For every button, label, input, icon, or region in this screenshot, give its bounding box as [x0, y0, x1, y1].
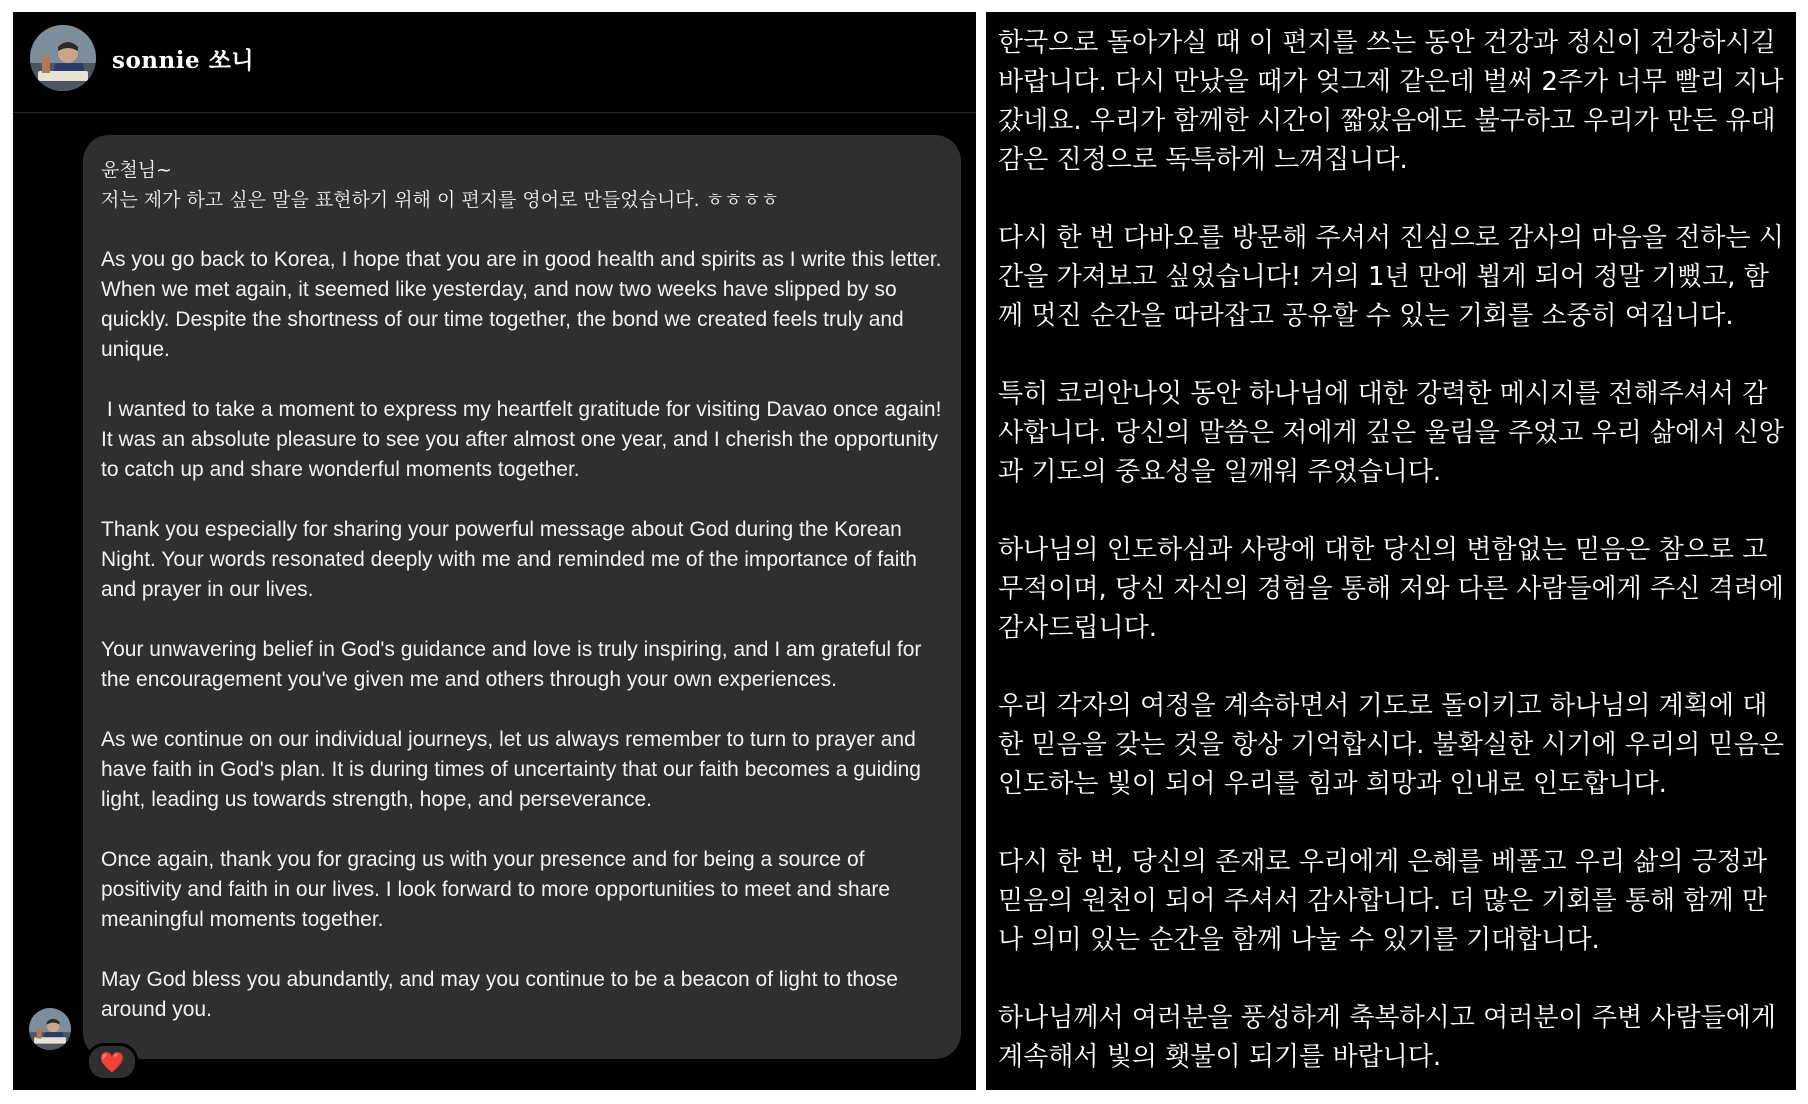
- message-paragraph: Your unwavering belief in God's guidance and love is truly inspiring, and I am grateful for the encouragement you've given me and others through your own experiences.: [101, 638, 922, 691]
- translation-paragraph: 하나님께서 여러분을 풍성하게 축복하시고 여러분이 주변 사람들에게 계속해서 빛의 횃불이 되기를 바랍니다.: [998, 1003, 1776, 1072]
- translation-paragraph: 다시 한 번, 당신의 존재로 우리에게 은혜를 베풀고 우리 삶의 긍정과 믿음의 원천이 되어 주셔서 감사합니다. 더 많은 기회를 통해 함께 만나 의미 있는 순간을 함께 나눌 수 있기를 기대합니다.: [998, 847, 1768, 955]
- message-paragraph: As you go back to Korea, I hope that you are in good health and spirits as I write this letter. When we met again, it seemed like yesterday, and now two weeks have slipped by so quickly. Despite the shortness of our time together, the bond we created feels truly and unique.: [101, 248, 942, 361]
- profile-photo-icon: [30, 25, 96, 91]
- translation-panel: [986, 12, 1796, 1090]
- message-intro: 저는 제가 하고 싶은 말을 표현하기 위해 이 편지를 영어로 만들었습니다. ㅎㅎㅎㅎ: [101, 189, 780, 211]
- heart-reaction[interactable]: [86, 1043, 138, 1081]
- contact-name[interactable]: sonnie 쏘니: [112, 47, 255, 74]
- chat-header: [13, 12, 976, 113]
- message-greeting: 윤철님~: [101, 159, 172, 181]
- message-paragraph: May God bless you abundantly, and may you continue to be a beacon of light to those around you.: [101, 968, 898, 1021]
- translation-paragraph: 특히 코리안나잇 동안 하나님에 대한 강력한 메시지를 전해주셔서 감사합니다. 당신의 말씀은 저에게 깊은 울림을 주었고 우리 삶에서 신앙과 기도의 중요성을 일깨워 주었습니다.: [998, 379, 1784, 487]
- profile-photo-icon: [29, 1008, 71, 1050]
- heart-icon: ❤️: [99, 1050, 125, 1074]
- translation-paragraph: 우리 각자의 여정을 계속하면서 기도로 돌이키고 하나님의 계획에 대한 믿음을 갖는 것을 항상 기억합시다. 불확실한 시기에 우리의 믿음은 인도하는 빛이 되어 우리를 힘과 희망과 인내로 인도합니다.: [998, 691, 1784, 799]
- translation-paragraph: 한국으로 돌아가실 때 이 편지를 쓰는 동안 건강과 정신이 건강하시길 바랍니다. 다시 만났을 때가 엊그제 같은데 벌써 2주가 너무 빨리 지나갔네요. 우리가 함께한 시간이 짧았음에도 불구하고 우리가 만든 유대감은 진정으로 독특하게 느껴집니다.: [998, 28, 1784, 175]
- translation-paragraph: 하나님의 인도하심과 사랑에 대한 당신의 변함없는 믿음은 참으로 고무적이며, 당신 자신의 경험을 통해 저와 다른 사람들에게 주신 격려에 감사드립니다.: [998, 535, 1784, 643]
- message-paragraph: Thank you especially for sharing your powerful message about God during the Korean Night. Your words resonated deeply with me and reminded me of the importance of faith and prayer in our lives.: [101, 518, 917, 601]
- message-bubble[interactable]: [83, 135, 961, 1059]
- contact-avatar[interactable]: [30, 25, 96, 91]
- translation-paragraph: 다시 한 번 다바오를 방문해 주셔서 진심으로 감사의 마음을 전하는 시간을 가져보고 싶었습니다! 거의 1년 만에 뵙게 되어 정말 기뻤고, 함께 멋진 순간을 따라잡고 공유할 수 있는 기회를 소중히 여깁니다.: [998, 223, 1784, 331]
- message-paragraph: I wanted to take a moment to express my heartfelt gratitude for visiting Davao once again! It was an absolute pleasure to see you after almost one year, and I cherish the opportunity to catch up and share wonderful moments together.: [101, 398, 948, 481]
- chat-panel: [13, 12, 976, 1090]
- message-paragraph: Once again, thank you for gracing us with your presence and for being a source of positivity and faith in our lives. I look forward to more opportunities to meet and share meaningful moments together.: [101, 848, 891, 931]
- message-paragraph: As we continue on our individual journeys, let us always remember to turn to prayer and have faith in God's plan. It is during times of uncertainty that our faith becomes a guiding light, leading us towards strength, hope, and perseverance.: [101, 728, 921, 811]
- sender-avatar[interactable]: [29, 1008, 71, 1050]
